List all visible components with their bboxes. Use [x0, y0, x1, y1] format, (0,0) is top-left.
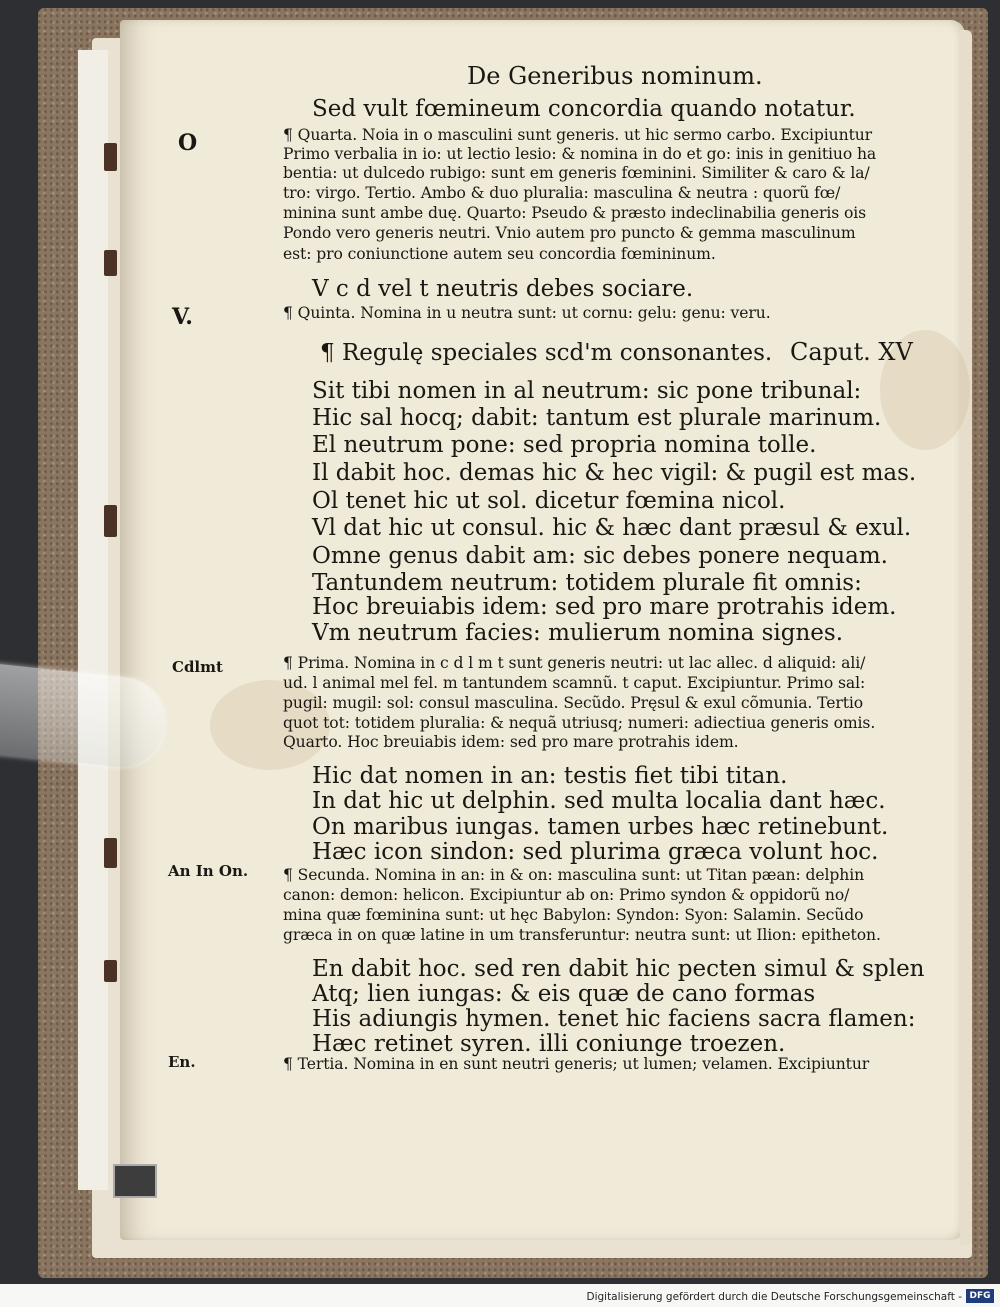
prose-line: bentia: ut dulcedo rubigo: sunt em generis fœminini. Similiter & caro & la/: [283, 164, 870, 182]
page-edge: [960, 30, 972, 1245]
verse-line: Omne genus dabit am: sic debes ponere nequam.: [312, 543, 888, 569]
page-clip: [113, 1164, 157, 1198]
footer-credit: Digitalisierung gefördert durch die Deutsche Forschungsgemeinschaft -: [586, 1291, 962, 1303]
prose-line: Pondo vero generis neutri. Vnio autem pro puncto & gemma masculinum: [283, 224, 856, 242]
verse-line: In dat hic ut delphin. sed multa localia dant hæc.: [312, 788, 886, 814]
dfg-logo: DFG: [966, 1289, 994, 1303]
prose-line: mina quæ fœminina sunt: ut hęc Babylon: Syndon: Syon: Salamin. Secũdo: [283, 906, 864, 924]
verse-line: Tantundem neutrum: totidem plurale fit omnis:: [312, 570, 862, 596]
footer-bar: [0, 1287, 1000, 1307]
prose-line: ¶ Secunda. Nomina in an: in & on: masculina sunt: ut Titan pæan: delphin: [283, 866, 865, 884]
margin-note-en: En.: [168, 1053, 196, 1071]
verse-line: El neutrum pone: sed propria nomina tolle.: [312, 432, 817, 458]
prose-line: ¶ Tertia. Nomina in en sunt neutri generis; ut lumen; velamen. Excipiuntur: [283, 1055, 870, 1073]
prose-line: pugil: mugil: sol: consul masculina. Secũdo. Pręsul & exul cõmunia. Tertio: [283, 694, 864, 712]
verse-line: On maribus iungas. tamen urbes hæc retinebunt.: [312, 814, 889, 840]
verse-line: Sit tibi nomen in al neutrum: sic pone tribunal:: [312, 378, 862, 404]
verse-line: Hic sal hocq; dabit: tantum est plurale marinum.: [312, 405, 882, 431]
page-tab: [104, 143, 117, 171]
page-tab: [104, 838, 117, 868]
verse-line: Il dabit hoc. demas hic & hec vigil: & pugil est mas.: [312, 460, 917, 486]
verse-line: En dabit hoc. sed ren dabit hic pecten simul & splen: [312, 956, 925, 982]
page-tab: [104, 505, 117, 537]
prose-line: est: pro coniunctione autem seu concordia fœmininum.: [283, 245, 716, 263]
verse-line: Sed vult fœmineum concordia quando notatur.: [312, 96, 856, 122]
verse-line: His adiungis hymen. tenet hic faciens sacra flamen:: [312, 1006, 916, 1032]
prose-line: ud. l animal mel fel. m tantundem scamnũ. t caput. Excipiuntur. Primo sal:: [283, 674, 866, 692]
verse-line: Hoc breuiabis idem: sed pro mare protrahis idem.: [312, 594, 897, 620]
chapter-number: Caput. XV: [790, 338, 913, 366]
margin-note-v: V.: [172, 304, 193, 330]
prose-line: canon: demon: helicon. Excipiuntur ab on: Primo syndon & oppidorũ no/: [283, 886, 850, 904]
prose-line: Quarto. Hoc breuiabis idem: sed pro mare protrahis idem.: [283, 733, 739, 751]
verse-line: Vm neutrum facies: mulierum nomina signes.: [312, 620, 844, 646]
section-subheading: ¶ Regulę speciales scd'm consonantes.: [320, 340, 773, 366]
margin-note-aninon: An In On.: [168, 862, 249, 880]
prose-line: tro: virgo. Tertio. Ambo & duo pluralia: masculina & neutra : quorũ fœ/: [283, 184, 841, 202]
page-tab: [104, 250, 117, 276]
prose-line: ¶ Quarta. Noia in o masculini sunt generis. ut hic sermo carbo. Excipiuntur: [283, 126, 873, 144]
verse-line: Hæc icon sindon: sed plurima græca volunt hoc.: [312, 839, 879, 865]
prose-line: minina sunt ambe duę. Quarto: Pseudo & præsto indeclinabilia generis ois: [283, 204, 867, 222]
prose-line: quot tot: totidem pluralia: & nequã utriusq; numeri: adiectiua generis omis.: [283, 714, 876, 732]
margin-note-cdlmt: Cdlmt: [172, 658, 223, 676]
prose-line: ¶ Quinta. Nomina in u neutra sunt: ut cornu: gelu: genu: veru.: [283, 304, 771, 322]
verse-line: V c d vel t neutris debes sociare.: [312, 276, 694, 302]
page-tab: [104, 960, 117, 982]
running-header: De Generibus nominum.: [467, 62, 763, 90]
margin-note-o: O: [178, 130, 198, 156]
flyleaf: [78, 50, 108, 1190]
verse-line: Vl dat hic ut consul. hic & hæc dant præsul & exul.: [312, 515, 912, 541]
verse-line: Atq; lien iungas: & eis quæ de cano formas: [312, 981, 816, 1007]
prose-line: græca in on quæ latine in um transferuntur: neutra sunt: ut Ilion: epitheton.: [283, 926, 881, 944]
verse-line: Hic dat nomen in an: testis fiet tibi titan.: [312, 763, 788, 789]
prose-line: ¶ Prima. Nomina in c d l m t sunt generis neutri: ut lac allec. d aliquid: ali/: [283, 654, 866, 672]
verse-line: Hæc retinet syren. illi coniunge troezen.: [312, 1031, 786, 1057]
verse-line: Ol tenet hic ut sol. dicetur fœmina nicol.: [312, 488, 786, 514]
prose-line: Primo verbalia in io: ut lectio lesio: & nomina in do et go: inis in genitiuo ha: [283, 145, 877, 163]
